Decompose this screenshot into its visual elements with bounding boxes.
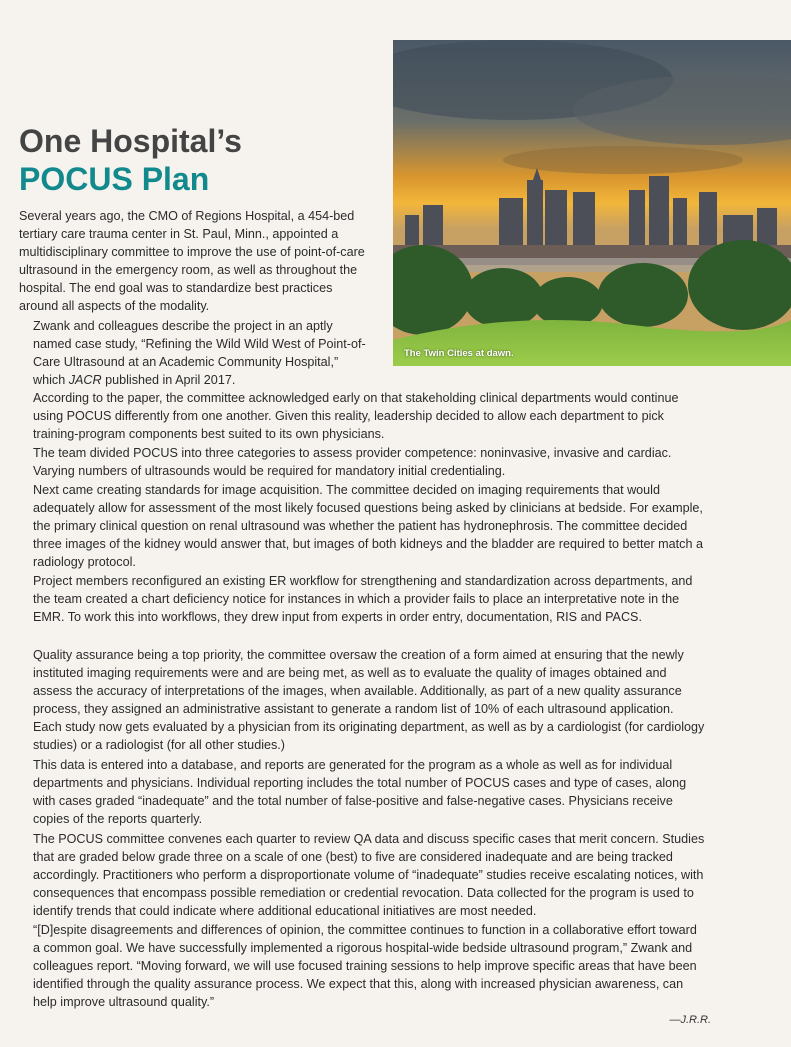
paragraph-9: The POCUS committee convenes each quarter to review QA data and discuss specific cases that merit concern. Studies that are graded below grade three on a scale of one (best) to five are considered inadequate and are being tracked accordingly. Practitioners who perform a disproportionate volume of “inadequate” studies receive escalating notices, with consequences that encompass possible remediation or credential revocation. Data collected for the program is used to identify trends that could indicate where additional educational initiatives are most needed.	[33, 832, 705, 919]
image-caption: The Twin Cities at dawn.	[404, 348, 514, 359]
title-line-2: POCUS Plan	[19, 161, 210, 197]
paragraph-10: “[D]espite disagreements and differences of opinion, the committee continues to function in a collaborative effort toward a common goal. We have successfully implemented a rigorous hospital-wide bedside ultrasound program,” Zwank and colleagues report. “Moving forward, we will use focused training sessions to help improve specific areas that have been identified through the quality assurance process. We expect that this, along with increased physician awareness, can help improve ultrasound quality.”	[33, 923, 697, 1010]
paragraph-1: Several years ago, the CMO of Regions Hospital, a 454-bed tertiary care trauma center in St. Paul, Minn., appointed a multidisciplinary committee to improve the use of point-of-care ultrasound in the emergency room, as well as throughout the hospital. The end goal was to standardize best practices around all aspects of the modality.	[19, 209, 365, 314]
author-signoff: —J.R.R.	[669, 1014, 711, 1026]
paragraph-6: Project members reconfigured an existing ER workflow for strengthening and standardization across departments, and the team created a chart deficiency notice for instances in which a provider fails to place an interpretative note in the EMR. To work this into workflows, they drew input from experts in order entry, documentation, RIS and PACS.	[33, 574, 693, 625]
title-line-1: One Hospital’s	[19, 123, 242, 159]
paragraph-8: This data is entered into a database, and reports are generated for the program as a whole as well as for individual departments and physicians. Individual reporting includes the total number of POCUS cases and type of cases, along with cases graded “inadequate” and the total number of false-positive and false-negative cases. Physicians receive copies of the reports quarterly.	[33, 758, 687, 827]
paragraph-5: Next came creating standards for image acquisition. The committee decided on imaging requirements that would adequately allow for assessment of the most likely focused questions being asked by clinicians at bedside. For example, the primary clinical question on renal ultrasound was whether the patient has hydronephrosis. The committee decided three images of the kidney would answer that, but images of both kidneys and the bladder are required to better match a radiology protocol.	[33, 483, 703, 570]
skyline-photo	[393, 40, 791, 366]
skyline-illustration	[393, 40, 791, 366]
paragraph-2	[19, 317, 373, 389]
paragraph-2-after: published in April 2017.	[101, 373, 236, 388]
article-title	[19, 122, 242, 198]
paragraph-4: The team divided POCUS into three categories to assess provider competence: noninvasive, invasive and cardiac. Varying numbers of ultrasounds would be required for mandatory initial credentialing.	[33, 446, 672, 479]
paragraph-3: According to the paper, the committee acknowledged early on that stakeholding clinical departments would continue using POCUS differently from one another. Given this reality, leadership decided to allow each department to pick training-program components best suited to its own physicians.	[33, 391, 679, 442]
journal-name: JACR	[68, 373, 102, 388]
paragraph-7: Quality assurance being a top priority, the committee oversaw the creation of a form aimed at ensuring that the newly instituted imaging requirements were and are being met, as well as to evaluate the quality of images obtained and assess the accuracy of interpretations of the images, when available. Additionally, as part of a new quality assurance process, they assigned an administrative assistant to generate a random list of 10% of each ultrasound application. Each study now gets evaluated by a physician from its originating department, as well as by a cardiologist (for cardiology studies) or a radiologist (for all other studies.)	[33, 648, 705, 753]
paragraph-2-before: Zwank and colleagues describe the project in an aptly named case study, “Refining the Wild Wild West of Point-of-Care Ultrasound at an Academic Community Hospital,” which	[33, 319, 366, 388]
